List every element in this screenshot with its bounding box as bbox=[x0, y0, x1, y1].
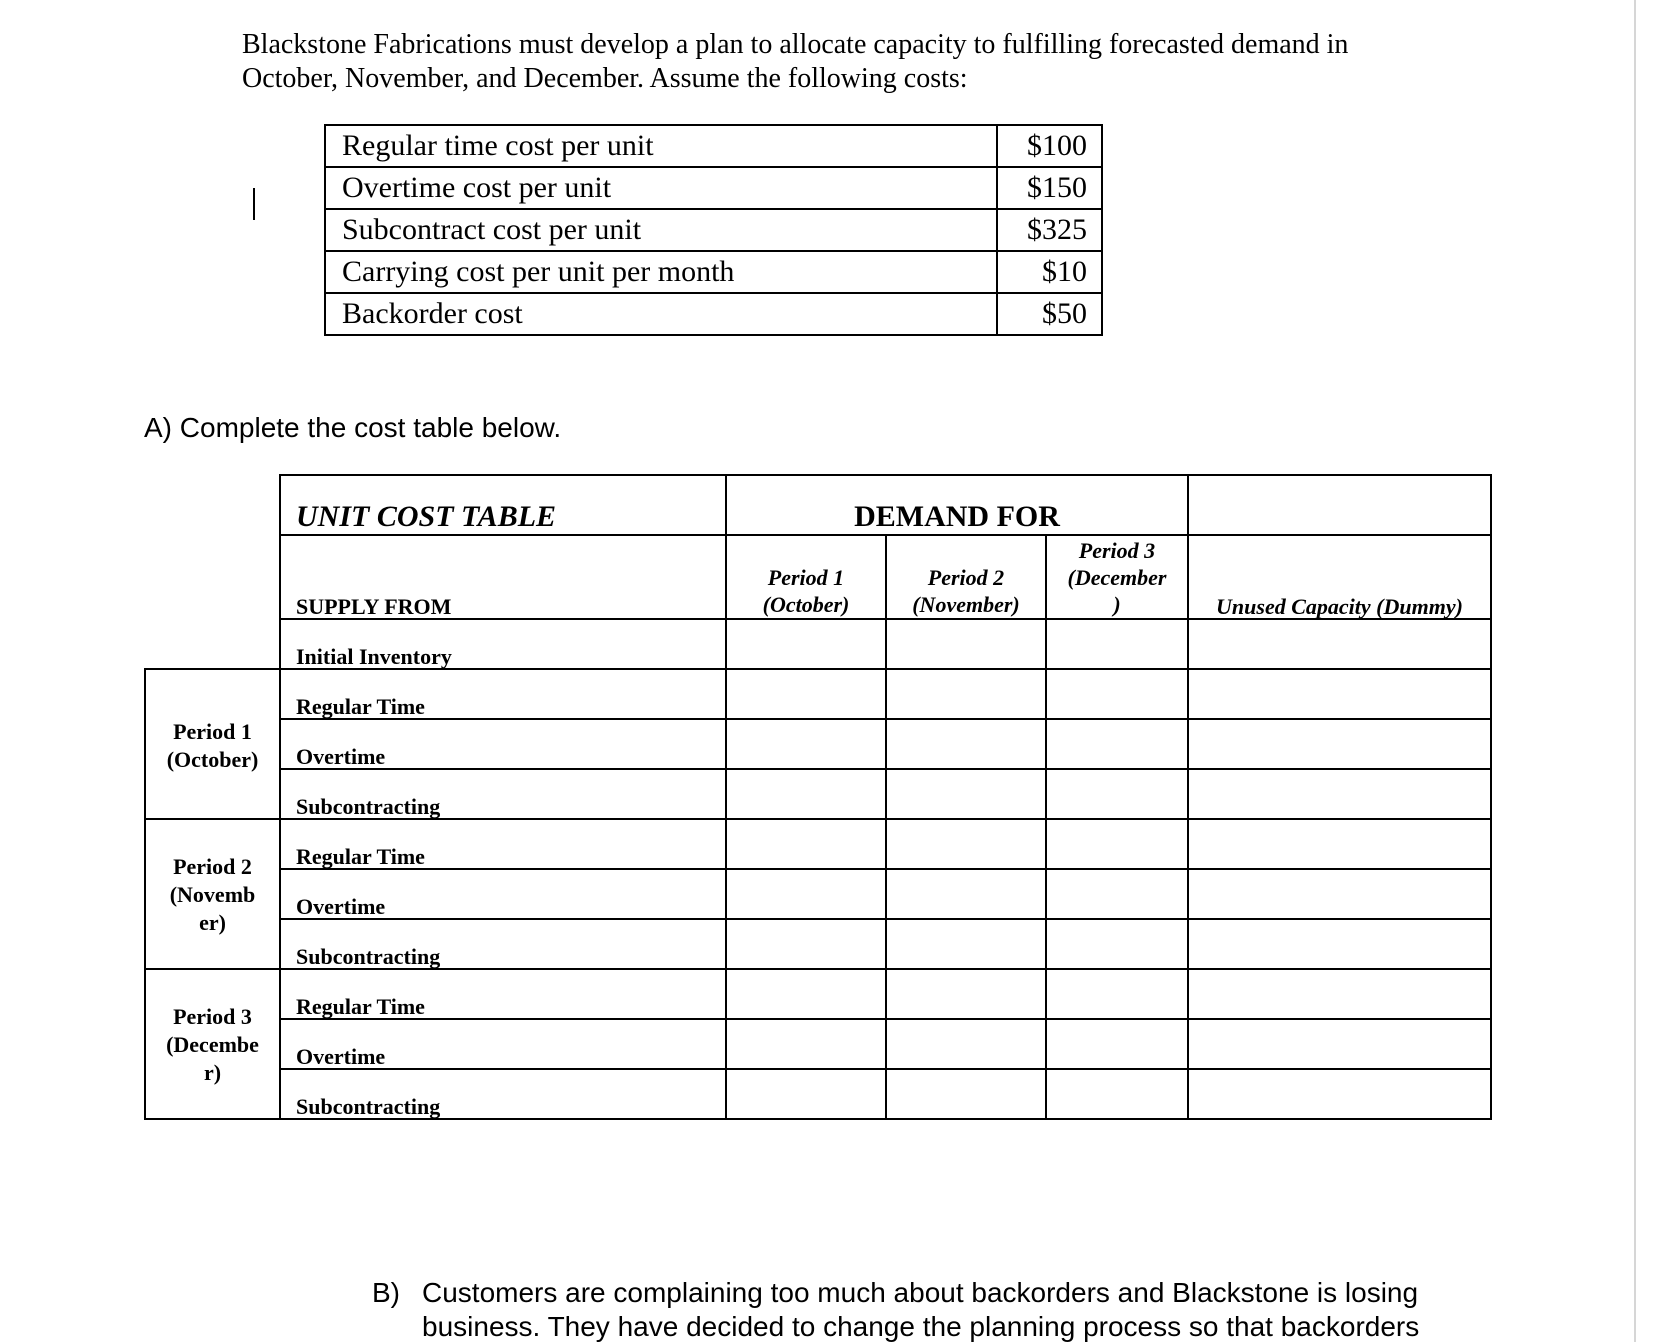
question-b-text bbox=[422, 1276, 1419, 1344]
column-header-period-3 bbox=[1047, 537, 1187, 618]
cost-row bbox=[325, 293, 1102, 335]
demand-for-header: DEMAND FOR bbox=[854, 500, 1060, 533]
column-header-line: (December bbox=[1067, 565, 1167, 590]
cost-value: $150 bbox=[997, 167, 1102, 209]
period-label-line: r) bbox=[203, 1060, 222, 1085]
row-label-subcontracting: Subcontracting bbox=[296, 944, 441, 969]
cost-label: Overtime cost per unit bbox=[325, 167, 997, 209]
question-b-line: business. They have decided to change the planning process so that backorders bbox=[422, 1311, 1420, 1342]
cost-value: $325 bbox=[997, 209, 1102, 251]
column-header-line: Period 1 bbox=[767, 565, 845, 590]
cost-row bbox=[325, 251, 1102, 293]
intro-line-1: Blackstone Fabrications must develop a plan to allocate capacity to fulfilling forecasted demand in bbox=[242, 29, 1349, 60]
row-label-initial-inventory: Initial Inventory bbox=[296, 644, 452, 669]
cost-assumptions-table bbox=[324, 124, 1103, 336]
row-label-overtime: Overtime bbox=[296, 1044, 386, 1069]
period-label-line: Period 2 bbox=[173, 854, 252, 879]
supply-from-header: SUPPLY FROM bbox=[296, 594, 452, 619]
column-header-line: Period 2 bbox=[927, 565, 1005, 590]
row-label-overtime: Overtime bbox=[296, 894, 386, 919]
table-title: UNIT COST TABLE bbox=[296, 500, 557, 533]
grid-line bbox=[279, 474, 1492, 476]
period-label-line: Period 3 bbox=[173, 1004, 252, 1029]
column-header-line: ) bbox=[1113, 592, 1121, 617]
intro-paragraph bbox=[242, 28, 1442, 96]
cost-label: Subcontract cost per unit bbox=[325, 209, 997, 251]
question-b-line: Customers are complaining too much about backorders and Blackstone is losing bbox=[422, 1277, 1419, 1308]
cost-value: $50 bbox=[997, 293, 1102, 335]
row-label-subcontracting: Subcontracting bbox=[296, 794, 441, 819]
grid-line bbox=[885, 534, 887, 1120]
period-label-line: (Decembe bbox=[166, 1032, 259, 1057]
grid-line bbox=[1045, 534, 1047, 1120]
row-label-subcontracting: Subcontracting bbox=[296, 1094, 441, 1119]
text-cursor bbox=[253, 188, 255, 220]
row-label-overtime: Overtime bbox=[296, 744, 386, 769]
grid-line bbox=[1490, 474, 1492, 1120]
period-label-line: (Novemb bbox=[169, 882, 256, 907]
grid-line bbox=[1187, 474, 1189, 1120]
cost-row bbox=[325, 209, 1102, 251]
row-label-regular-time: Regular Time bbox=[296, 844, 425, 869]
column-header-period-2 bbox=[887, 564, 1045, 618]
period-group-label-3 bbox=[146, 1003, 279, 1087]
column-header-line: (October) bbox=[762, 592, 850, 617]
column-header-period-1 bbox=[727, 564, 885, 618]
cost-row bbox=[325, 125, 1102, 167]
question-a: A) Complete the cost table below. bbox=[144, 412, 562, 443]
cost-row bbox=[325, 167, 1102, 209]
period-group-label-2 bbox=[146, 853, 279, 937]
period-group-label-1 bbox=[146, 718, 279, 774]
cost-label: Regular time cost per unit bbox=[325, 125, 997, 167]
column-header-line: (November) bbox=[912, 592, 1020, 617]
cost-label: Backorder cost bbox=[325, 293, 997, 335]
question-b-number: B) bbox=[372, 1277, 400, 1308]
cost-value: $10 bbox=[997, 251, 1102, 293]
period-label-line: Period 1 bbox=[173, 719, 252, 744]
intro-line-2: October, November, and December. Assume the following costs: bbox=[242, 63, 968, 94]
cost-label: Carrying cost per unit per month bbox=[325, 251, 997, 293]
column-header-line: Period 3 bbox=[1078, 538, 1156, 563]
row-label-regular-time: Regular Time bbox=[296, 694, 425, 719]
grid-line bbox=[279, 474, 281, 1120]
period-label-line: (October) bbox=[166, 747, 259, 772]
cost-value: $100 bbox=[997, 125, 1102, 167]
row-label-regular-time: Regular Time bbox=[296, 994, 425, 1019]
column-header-dummy: Unused Capacity (Dummy) bbox=[1216, 594, 1463, 619]
period-label-line: er) bbox=[199, 910, 226, 935]
page-edge-divider bbox=[1634, 0, 1636, 1342]
